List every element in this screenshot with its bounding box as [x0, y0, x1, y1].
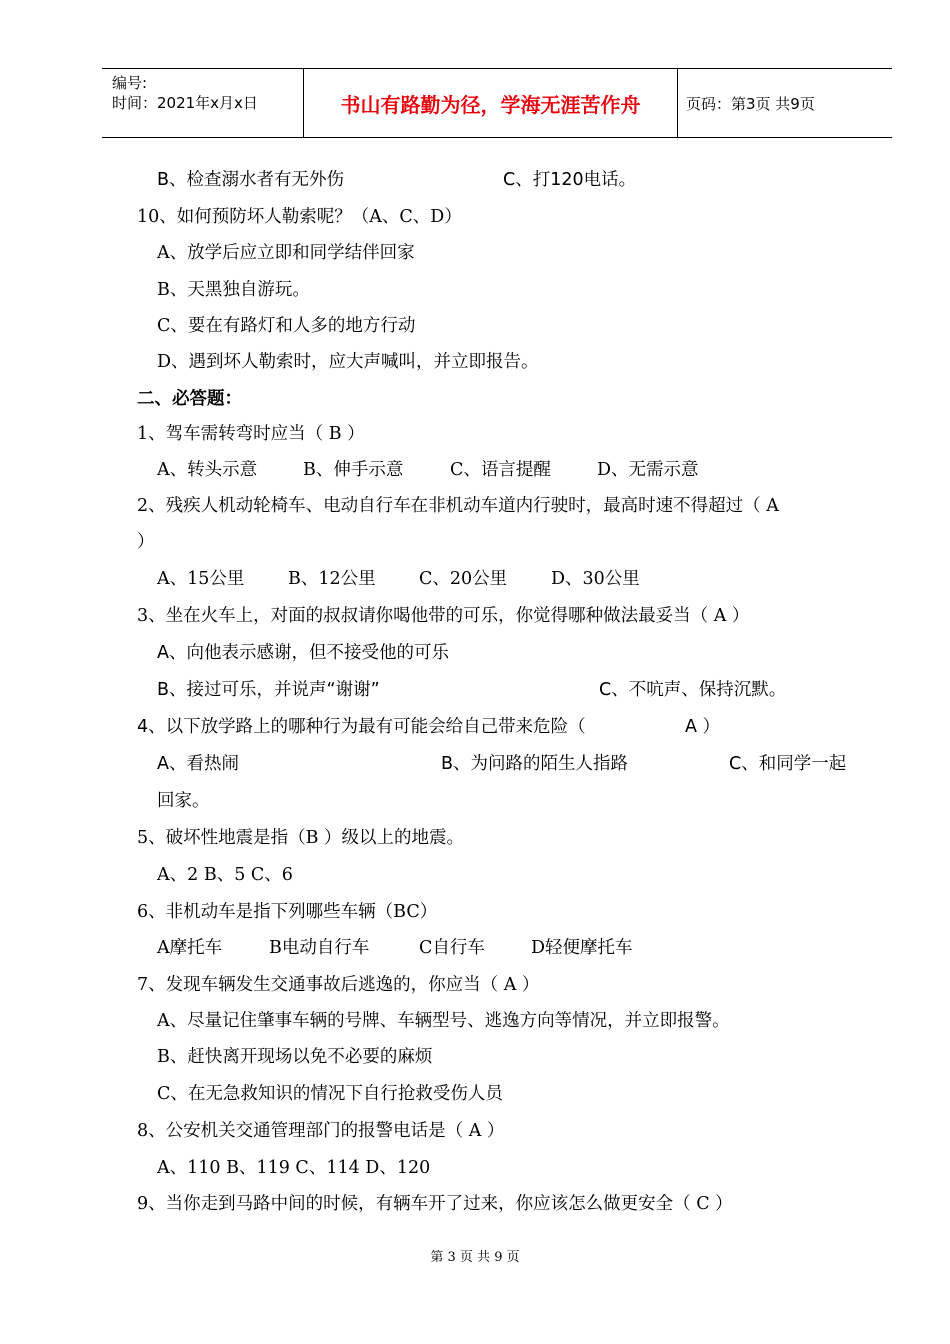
- text-line: B、12公里: [288, 569, 376, 589]
- text-line: 8、公安机关交通管理部门的报警电话是（ A ）: [137, 1121, 505, 1141]
- number-label: 编号:: [112, 74, 148, 92]
- text-line: D、遇到坏人勒索时，应大声喊叫，并立即报告。: [157, 352, 539, 372]
- text-line: 9、当你走到马路中间的时候，有辆车开了过来，你应该怎么做更安全（ C ）: [137, 1194, 733, 1214]
- text-line: B电动自行车: [269, 938, 370, 958]
- text-line: C、和同学一起: [729, 754, 847, 774]
- text-line: B、检查溺水者有无外伤: [157, 170, 345, 190]
- text-line: 5、破坏性地震是指（B ）级以上的地震。: [137, 828, 465, 848]
- text-line: D、无需示意: [597, 460, 699, 480]
- text-line: ）: [137, 532, 155, 552]
- text-line: 7、发现车辆发生交通事故后逃逸的，你应当（ A ）: [137, 975, 540, 995]
- page-footer: 第 3 页 共 9 页: [430, 1250, 520, 1265]
- text-line: 二、必答题：: [137, 389, 242, 409]
- header-meta: [102, 69, 304, 137]
- text-line: A、放学后应立即和同学结伴回家: [157, 243, 415, 263]
- text-line: A、2 B、5 C、6: [157, 865, 293, 885]
- text-line: D轻便摩托车: [531, 938, 633, 958]
- text-line: A、尽量记住肇事车辆的号牌、车辆型号、逃逸方向等情况，并立即报警。: [157, 1011, 730, 1031]
- text-line: A ）: [685, 717, 721, 737]
- text-line: B、为问路的陌生人指路: [441, 754, 629, 774]
- text-line: 3、坐在火车上，对面的叔叔请你喝他带的可乐，你觉得哪种做法最妥当（ A ）: [137, 606, 750, 626]
- text-line: A、看热闹: [157, 754, 239, 774]
- text-line: 2、残疾人机动轮椅车、电动自行车在非机动车道内行驶时，最高时速不得超过（ A: [137, 496, 779, 516]
- text-line: A、转头示意: [157, 460, 258, 480]
- text-line: C、在无急救知识的情况下自行抢救受伤人员: [157, 1084, 503, 1104]
- text-line: A摩托车: [157, 938, 223, 958]
- text-line: B、伸手示意: [303, 460, 404, 480]
- text-line: D、30公里: [551, 569, 640, 589]
- text-line: C、语言提醒: [450, 460, 551, 480]
- text-line: A、向他表示感谢，但不接受他的可乐: [157, 643, 449, 663]
- text-line: C、要在有路灯和人多的地方行动: [157, 316, 416, 336]
- text-line: 1、驾车需转弯时应当（ B ）: [137, 424, 365, 444]
- text-line: 回家。: [157, 791, 210, 811]
- text-line: 6、非机动车是指下列哪些车辆（BC）: [137, 902, 438, 922]
- text-line: 10、如何预防坏人勒索呢？（A、C、D）: [137, 207, 462, 227]
- text-line: C自行车: [419, 938, 485, 958]
- text-line: B、天黑独自游玩。: [157, 280, 310, 300]
- time-label: 时间：2021年x月x日: [112, 94, 258, 112]
- text-line: 4、以下放学路上的哪种行为最有可能会给自己带来危险（: [137, 717, 586, 737]
- text-line: C、20公里: [419, 569, 508, 589]
- text-line: A、15公里: [157, 569, 245, 589]
- text-line: A、110 B、119 C、114 D、120: [157, 1158, 431, 1178]
- header-page-info: 页码：第3页 共9页: [686, 94, 815, 113]
- text-line: B、接过可乐，并说声“谢谢”: [157, 680, 380, 700]
- text-line: B、赶快离开现场以免不必要的麻烦: [157, 1047, 433, 1067]
- header-motto: 书山有路勤为径，学海无涯苦作舟: [304, 69, 678, 137]
- text-line: C、打120电话。: [503, 170, 637, 190]
- page-header: [102, 68, 892, 138]
- text-line: C、不吭声、保持沉默。: [599, 680, 787, 700]
